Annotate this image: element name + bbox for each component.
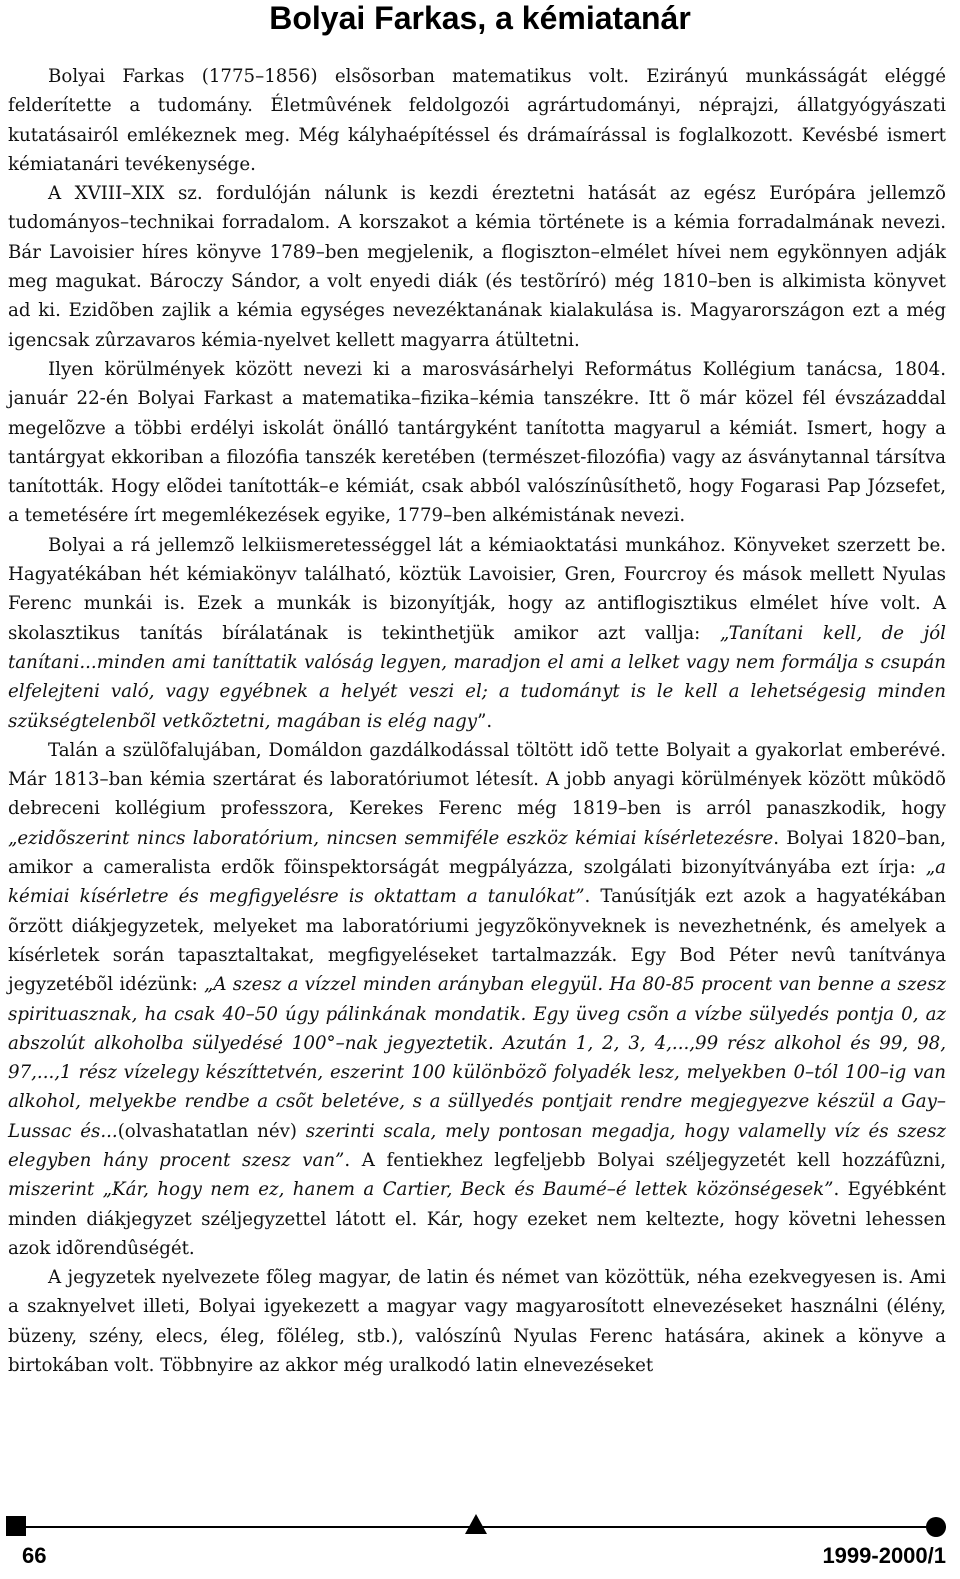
text-run: . Bolyai 1820–ban, amikor a cameralista erdõk fõinspektorságát megpályázza, szolgálati bizonyítványába ezt írja: bbox=[8, 827, 946, 879]
paragraph bbox=[8, 531, 946, 736]
paragraph bbox=[8, 736, 946, 1263]
quote: „ezidõszerint nincs laboratórium, nincsen semmiféle eszköz kémiai kísérletezésre bbox=[8, 827, 774, 849]
paragraph: Ilyen körülmények között nevezi ki a marosvásárhelyi Református Kollégium tanácsa, 1804. január 22-én Bolyai Farkast a matematika–fizika–kémia tanszékre. Itt õ már közel fél évszázaddal megelõzve a többi erdélyi iskolát önálló tantárgyként tanította magyarul a kémiát. Ismert, hogy a tantárgyat ekkoriban a filozófia tanszék keretében (természet-filozófia) vagy az ásványtannal társítva tanították. Hogy elõdei tanították–e kémiát, csak abból valószínûsíthetõ, hogy Fogarasi Pap Józsefet, a temetésére írt megemlékezések egyike, 1779–ben alkémistának nevezi. bbox=[8, 358, 946, 527]
triangle-marker-icon bbox=[465, 1514, 487, 1534]
paragraph: A jegyzetek nyelvezete fõleg magyar, de latin és német van közöttük, néha ezekvegyesen is. Ami a szaknyelvet illeti, Bolyai igyekezett a magyar vagy magyarosított elnevezéseket használni (élény, büzeny, szény, elecs, éleg, fõléleg, stb.), valószínû Nyulas Ferenc hatására, akinek a könyve a birtokában volt. Többnyire az akkor még uralkodó latin elnevezéseket bbox=[8, 1267, 946, 1377]
text-run: Talán a szülõfalujában, Domáldon gazdálkodással töltött idõ tette Bolyait a gyakorlat emberévé. Már 1813–ban kémia szertárat és laboratóriumot létesít. A jobb anyagi körülmények között mûködõ debreceni kollégium professzora, Kerekes Ferenc még 1819–ben is arról panaszkodik, hogy bbox=[8, 739, 946, 820]
quote: szerinti scala, mely pontosan megadja, hogy valamelly víz és szesz elegyben hány procent szesz van” bbox=[8, 1120, 946, 1171]
quote: „Tanítani kell, de jól tanítani...minden ami taníttatik valóság legyen, maradjon el ami a lelket vagy nem formálja s csupán elfelejteni való, vagy egyébnek a helyét veszi el; a tudományt is le kell a lehetségesig minden szükségtelenbõl vetkõztetni, magában is elég nagy bbox=[8, 622, 946, 732]
quote: miszerint „Kár, hogy nem ez, hanem a Cartier, Beck és Baumé–é lettek közönségesek” bbox=[8, 1179, 834, 1201]
text-run: . A fentiekhez legfeljebb Bolyai széljegyzetét kell hozzáfûzni, bbox=[344, 1149, 946, 1171]
text-run: . Tanúsítják ezt azok a hagyatékában õrzött diákjegyzetek, melyeket ma laboratóriumi jegyzõkönyveknek is nevezhetnénk, és amelyek a kísérletek során tapasztaltakat, megfigyeléseket tartalmazzák. Egy Bod Péter nevû tanítványa jegyzetébõl idézünk: bbox=[8, 886, 946, 996]
article-title: Bolyai Farkas, a kémiatanár bbox=[269, 0, 691, 36]
square-marker-icon bbox=[6, 1516, 26, 1536]
paragraph: A XVIII–XIX sz. fordulóján nálunk is kezdi éreztetni hatását az egész Európára jellemzõ tudományos–technikai forradalom. A korszakot a kémia története is a kémia forradalmának nevezi. Bár Lavoisier híres könyve 1789–ben megjelenik, a flogiszton–elmélet hívei nem egykönnyen adják meg magukat. Bároczy Sándor, a volt enyedi diák (és testõríró) még 1810–ben is alkimista könyvet ad ki. Ezidõben zajlik a kémia egységes nevezéktanának kialakulása is. Magyarországon ezt a még igencsak zûrzavaros kémia-nyelvet kellett magyarra átültetni. bbox=[8, 183, 946, 351]
quote: „a kémiai kísérletre és megfigyelésre is oktattam a tanulókat” bbox=[8, 857, 946, 908]
page-number: 66 bbox=[22, 1543, 47, 1568]
circle-marker-icon bbox=[926, 1517, 946, 1537]
issue-number: 1999-2000/1 bbox=[822, 1543, 946, 1568]
text-run: ”. bbox=[477, 710, 493, 732]
text-run: (olvashatatlan név) bbox=[117, 1120, 297, 1142]
text-run: . Egyébként minden diákjegyzet széljegyzettel látott el. Kár, hogy ezeket nem keltezte, hogy követni lehessen azok idõrendûségét. bbox=[8, 1179, 946, 1259]
paragraph: Bolyai Farkas (1775–1856) elsõsorban matematikus volt. Ezirányú munkásságát eléggé felderítette a tudomány. Életmûvének feldolgozói agrártudományi, néprajzi, állatgyógyászati kutatásairól emlékeznek meg. Még kályhaépítéssel és drámaírással is foglalkozott. Kevésbé ismert kémiatanári tevékenysége. bbox=[8, 66, 946, 175]
quote: „A szesz a vízzel minden arányban elegyül. Ha 80-85 procent van benne a szesz spirituasznak, ha csak 40–50 úgy pálinkának mondatik. Egy üveg csõn a vízbe sülyedés pontja 0, az abszolút alkoholba sülyedésé 100°–nak jegyeztetik. Azután 1, 2, 3, 4,...,99 rész alkohol és 99, 98, 97,...,1 rész vízelegy készíttetvén, eszerint 100 különbözõ folyadék lesz, melyekben 0–tól 100–ig van alkohol, melyekbe rendbe a csõt beletéve, s a süllyedés pontjait rendre megjegyezve készül a Gay–Lussac és... bbox=[8, 974, 946, 1142]
text-run: Bolyai a rá jellemzõ lelkiismeretességgel lát a kémiaoktatási munkához. Könyveket szerzett be. Hagyatékában hét kémiakönyv található, köztük Lavoisier, Gren, Fourcroy és mások mellett Nyulas Ferenc munkái is. Ezek a munkák is bizonyítják, hogy az antiflogisztikus elmélet híve volt. A skolasztikus tanítás bírálatának is tekinthetjük amikor azt vallja: bbox=[8, 534, 946, 644]
page-footer bbox=[0, 1500, 960, 1579]
article-body bbox=[8, 62, 946, 1380]
